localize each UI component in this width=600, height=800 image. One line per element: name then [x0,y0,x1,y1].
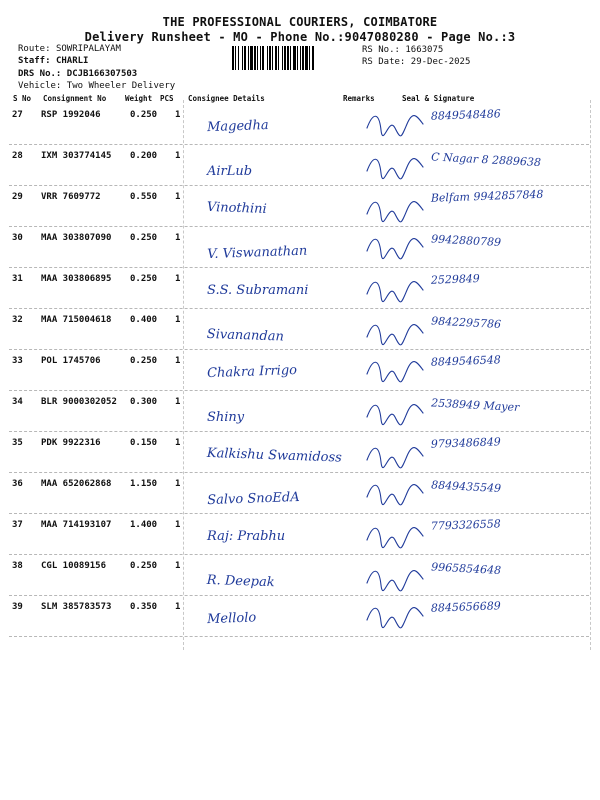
receiver-handwriting [199,391,359,431]
row-weight: 1.150 [130,479,158,489]
rs-date-label: RS Date: [362,57,406,67]
rs-no-value: 1663075 [405,45,444,55]
rs-date-line [362,57,470,67]
barcode-bar [248,46,249,70]
row-pcs: 1 [175,151,181,161]
receiver-name-text: Raj: Prabhu [207,529,286,544]
table-row [9,350,589,391]
row-consignment-no: VRR 7609772 [41,192,101,202]
receiver-name-text: Salvo SnoEdA [206,489,300,509]
drs-line [18,69,137,79]
row-consignment-no: PDK 9922316 [41,438,101,448]
company-title: THE PROFESSIONAL COURIERS, COIMBATORE [162,15,438,29]
row-consignment-no: SLM 385783573 [41,602,112,612]
table-row [9,473,589,514]
table-row [9,391,589,432]
barcode-bar [287,46,289,70]
row-sno: 36 [12,479,23,489]
row-weight: 0.350 [130,602,158,612]
table-row [9,432,589,473]
row-consignment-no: MAA 714193107 [41,520,112,530]
row-weight: 0.400 [130,315,158,325]
vehicle-label: Vehicle: [18,81,62,91]
row-weight: 0.250 [130,356,158,366]
barcode-bar [250,46,253,70]
row-consignment-no: MAA 303806895 [41,274,112,284]
runsheet-subtitle: Delivery Runsheet - MO - Phone No.:9047080280 - Page No.:3 [84,30,516,44]
barcode-bar [297,46,298,70]
signature-stroke [367,202,423,222]
signature-text: 9842295786 [430,314,502,332]
signature-handwriting [361,305,586,349]
row-weight: 0.200 [130,151,158,161]
barcode-bar [300,46,301,70]
vehicle-line [18,81,175,91]
row-weight: 0.250 [130,110,158,120]
barcode-bar [235,46,236,70]
table-row [9,104,589,145]
receiver-handwriting [199,145,359,185]
signature-handwriting [361,223,586,267]
col-head-sno: S No [13,94,32,103]
staff-value: CHARLI [55,56,89,66]
receiver-name-text: R. Deepak [206,572,275,591]
signature-handwriting [361,141,586,185]
signature-text: C Nagar 8 2889638 [430,150,542,170]
barcode-bar [272,46,273,70]
receiver-handwriting [199,596,359,636]
drs-value: DCJB166307503 [66,69,138,79]
row-sno: 37 [12,520,23,530]
receiver-name-text: Magedha [206,117,269,136]
receiver-handwriting [199,555,359,595]
row-sno: 35 [12,438,23,448]
receiver-name-text: Chakra Irrigo [206,362,298,382]
table-row [9,268,589,309]
table-row [9,514,589,555]
row-consignment-no: MAA 715004618 [41,315,112,325]
signature-handwriting [361,346,586,390]
signature-handwriting [361,428,586,472]
barcode-bar [242,46,243,70]
row-pcs: 1 [175,315,181,325]
row-pcs: 1 [175,274,181,284]
route-label: Route: [18,44,51,54]
row-consignment-no: IXM 303774145 [41,151,112,161]
row-sno: 29 [12,192,23,202]
signature-handwriting [361,100,586,144]
receiver-handwriting [199,268,359,308]
signature-text: 8845656689 [430,599,502,615]
rs-no-label: RS No.: [362,45,400,55]
col-head-consignee: Consignee Details [188,94,265,103]
row-weight: 0.250 [130,233,158,243]
signature-handwriting [361,387,586,431]
row-sno: 32 [12,315,23,325]
receiver-name-text: Vinothini [206,199,267,217]
barcode-bar [278,46,279,70]
route-value: SOWRIPALAYAM [55,44,121,54]
signature-handwriting [361,592,586,636]
signature-text: 9793486849 [430,435,502,451]
barcode-bar [284,46,286,70]
barcode-bar [267,46,268,70]
col-head-seal: Seal & Signature [402,94,475,103]
table-row [9,186,589,227]
barcode-bar [282,46,283,70]
vehicle-value: Two Wheeler Delivery [66,81,176,91]
rs-date-value: 29-Dec-2025 [410,57,471,67]
row-sno: 28 [12,151,23,161]
receiver-name-text: Shiny [207,410,245,425]
row-consignment-no: BLR 9000302052 [41,397,117,407]
barcode-bar [275,46,277,70]
row-weight: 0.250 [130,561,158,571]
receiver-handwriting [199,227,359,267]
receiver-name-text: Kalkishu Swamidoss [206,445,343,466]
signature-stroke [367,485,423,505]
row-sno: 27 [12,110,23,120]
row-weight: 1.400 [130,520,158,530]
signature-handwriting [361,182,586,226]
signature-stroke [367,405,423,425]
signature-stroke [367,608,423,628]
barcode-bar [254,46,256,70]
signature-handwriting [361,264,586,308]
signature-stroke [367,528,423,548]
signature-text: 8849546548 [430,353,502,369]
signature-stroke [367,362,423,382]
row-pcs: 1 [175,192,181,202]
signature-stroke [367,571,423,591]
barcode-image [232,46,356,70]
signature-stroke [367,282,423,302]
barcode-bar [262,46,264,70]
row-weight: 0.550 [130,192,158,202]
drs-label: DRS No.: [18,69,62,79]
signature-stroke [367,325,423,345]
row-sno: 38 [12,561,23,571]
row-pcs: 1 [175,356,181,366]
row-consignment-no: RSP 1992046 [41,110,101,120]
receiver-handwriting [199,473,359,513]
receiver-name-text: Sivanandan [206,326,285,345]
barcode-bar [260,46,261,70]
signature-stroke [367,116,423,136]
receiver-name-text: Mellolo [206,610,257,628]
col-head-pcs: PCS [160,94,174,103]
row-sno: 33 [12,356,23,366]
barcode-bar [302,46,304,70]
barcode-bar [293,46,296,70]
col-head-remarks: Remarks [343,94,375,103]
signature-handwriting [361,469,586,513]
row-consignment-no: CGL 10089156 [41,561,107,571]
row-sno: 30 [12,233,23,243]
column-divider [590,100,591,650]
barcode-bar [257,46,258,70]
barcode-bar [309,46,310,70]
row-pcs: 1 [175,602,181,612]
receiver-handwriting [199,186,359,226]
col-head-consignment: Consignment No [43,94,107,103]
signature-stroke [367,448,423,468]
row-pcs: 1 [175,233,181,243]
row-pcs: 1 [175,479,181,489]
receiver-handwriting [199,514,359,554]
row-sno: 34 [12,397,23,407]
rs-no-line [362,45,443,55]
row-pcs: 1 [175,561,181,571]
signature-stroke [367,239,423,259]
staff-line [18,56,88,66]
table-row [9,596,589,637]
barcode-bar [238,46,239,70]
row-consignment-no: MAA 652062868 [41,479,112,489]
row-pcs: 1 [175,397,181,407]
receiver-name-text: AirLub [207,164,253,179]
row-pcs: 1 [175,438,181,448]
signature-text: 8849548486 [430,107,502,123]
table-row [9,145,589,186]
route-line [18,44,121,54]
signature-text: 9942880789 [430,232,502,250]
receiver-handwriting [199,350,359,390]
table-row [9,227,589,268]
signature-handwriting [361,510,586,554]
barcode-bar [312,46,314,70]
barcode-bar [269,46,271,70]
row-sno: 39 [12,602,23,612]
row-sno: 31 [12,274,23,284]
signature-text: 7793326558 [430,517,502,533]
receiver-name-text: V. Viswanathan [206,243,308,263]
signature-text: 9965854648 [430,560,502,578]
staff-label: Staff: [18,56,51,66]
signature-text: 8849435549 [430,478,502,496]
col-head-weight: Weight [125,94,153,103]
receiver-handwriting [199,104,359,144]
signature-stroke [367,159,423,179]
row-weight: 0.300 [130,397,158,407]
signature-handwriting [361,551,586,595]
receiver-handwriting [199,309,359,349]
receiver-handwriting [199,432,359,472]
table-row [9,309,589,350]
barcode-bar [244,46,246,70]
row-consignment-no: POL 1745706 [41,356,101,366]
table-row [9,555,589,596]
row-pcs: 1 [175,110,181,120]
signature-text: 2529849 [430,272,481,287]
signature-text: Belfam 9942857848 [430,187,544,205]
barcode-bar [290,46,291,70]
row-weight: 0.150 [130,438,158,448]
row-pcs: 1 [175,520,181,530]
barcode-bar [232,46,234,70]
row-consignment-no: MAA 303807090 [41,233,112,243]
receiver-name-text: S.S. Subramani [207,283,309,298]
row-weight: 0.250 [130,274,158,284]
barcode-bar [305,46,308,70]
signature-text: 2538949 Mayer [430,396,520,414]
